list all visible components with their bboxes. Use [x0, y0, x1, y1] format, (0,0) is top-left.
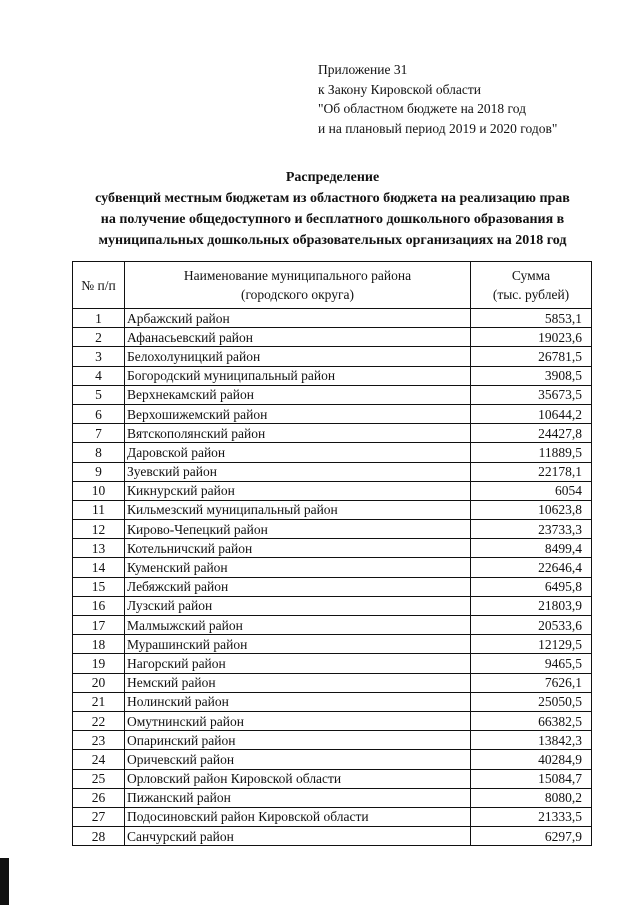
subsidy-amount: 10623,8 — [471, 500, 592, 519]
subsidy-amount: 24427,8 — [471, 424, 592, 443]
header-name — [125, 262, 471, 309]
header-row — [73, 262, 592, 309]
row-number: 8 — [73, 443, 125, 462]
table-row — [73, 462, 592, 481]
district-name: Кикнурский район — [125, 481, 471, 500]
table-row — [73, 309, 592, 328]
row-number: 5 — [73, 385, 125, 404]
table-row — [73, 385, 592, 404]
table-row — [73, 328, 592, 347]
row-number: 13 — [73, 539, 125, 558]
subsidy-amount: 22178,1 — [471, 462, 592, 481]
document-title — [60, 167, 605, 251]
subsidy-amount: 6054 — [471, 481, 592, 500]
table-row — [73, 788, 592, 807]
title-line-4: муниципальных дошкольных образовательных организациях на 2018 год — [98, 233, 567, 248]
table-header — [73, 262, 592, 309]
row-number: 2 — [73, 328, 125, 347]
header-name-line-2: (городского округа) — [240, 287, 355, 302]
header-num: № п/п — [73, 262, 125, 309]
table-row — [73, 481, 592, 500]
district-name: Вятскополянский район — [125, 424, 471, 443]
subsidy-amount: 22646,4 — [471, 558, 592, 577]
district-name: Зуевский район — [125, 462, 471, 481]
row-number: 21 — [73, 692, 125, 711]
subsidy-amount: 21803,9 — [471, 596, 592, 615]
subsidy-amount: 5853,1 — [471, 309, 592, 328]
table-row — [73, 711, 592, 730]
district-name: Лузский район — [125, 596, 471, 615]
table-row — [73, 443, 592, 462]
title-line-3: на получение общедоступного и бесплатного дошкольного образования в — [100, 212, 565, 227]
district-name: Опаринский район — [125, 731, 471, 750]
header-sum-line-1: Сумма — [511, 268, 551, 283]
row-number: 25 — [73, 769, 125, 788]
row-number: 22 — [73, 711, 125, 730]
subsidy-amount: 8080,2 — [471, 788, 592, 807]
district-name: Оричевский район — [125, 750, 471, 769]
district-name: Лебяжский район — [125, 577, 471, 596]
title-line-1: Распределение — [285, 170, 380, 185]
district-name: Орловский район Кировской области — [125, 769, 471, 788]
table-body — [73, 309, 592, 846]
row-number: 27 — [73, 807, 125, 826]
table-row — [73, 654, 592, 673]
title-line-2: субвенций местным бюджетам из областного бюджета на реализацию прав — [95, 191, 570, 206]
row-number: 7 — [73, 424, 125, 443]
subsidy-amount: 35673,5 — [471, 385, 592, 404]
subsidy-amount: 12129,5 — [471, 635, 592, 654]
row-number: 28 — [73, 827, 125, 846]
district-name: Богородский муниципальный район — [125, 366, 471, 385]
district-name: Подосиновский район Кировской области — [125, 807, 471, 826]
row-number: 10 — [73, 481, 125, 500]
district-name: Немский район — [125, 673, 471, 692]
district-name: Нагорский район — [125, 654, 471, 673]
row-number: 11 — [73, 500, 125, 519]
table-row — [73, 616, 592, 635]
appendix-line-2: к Закону Кировской области — [318, 81, 482, 97]
table-row — [73, 539, 592, 558]
row-number: 4 — [73, 366, 125, 385]
header-sum — [471, 262, 592, 309]
district-name: Куменский район — [125, 558, 471, 577]
row-number: 18 — [73, 635, 125, 654]
table-row — [73, 558, 592, 577]
district-name: Верхнекамский район — [125, 385, 471, 404]
header-name-line-1: Наименование муниципального района — [183, 268, 412, 283]
district-name: Кильмезский муниципальный район — [125, 500, 471, 519]
header-sum-line-2: (тыс. рублей) — [492, 287, 570, 302]
subsidy-amount: 21333,5 — [471, 807, 592, 826]
row-number: 19 — [73, 654, 125, 673]
district-name: Пижанский район — [125, 788, 471, 807]
distribution-table — [72, 261, 592, 846]
district-name: Котельничский район — [125, 539, 471, 558]
row-number: 1 — [73, 309, 125, 328]
subsidy-amount: 3908,5 — [471, 366, 592, 385]
district-name: Арбажский район — [125, 309, 471, 328]
district-name: Санчурский район — [125, 827, 471, 846]
subsidy-amount: 8499,4 — [471, 539, 592, 558]
appendix-line-1: Приложение 31 — [318, 62, 408, 77]
table-row — [73, 577, 592, 596]
district-name: Омутнинский район — [125, 711, 471, 730]
appendix-note — [318, 60, 557, 138]
subsidy-amount: 19023,6 — [471, 328, 592, 347]
subsidy-amount: 20533,6 — [471, 616, 592, 635]
scan-edge-mark — [0, 858, 9, 905]
district-name: Даровской район — [125, 443, 471, 462]
row-number: 9 — [73, 462, 125, 481]
district-name: Нолинский район — [125, 692, 471, 711]
subsidy-amount: 40284,9 — [471, 750, 592, 769]
row-number: 14 — [73, 558, 125, 577]
subsidy-amount: 26781,5 — [471, 347, 592, 366]
table-row — [73, 807, 592, 826]
row-number: 26 — [73, 788, 125, 807]
row-number: 6 — [73, 404, 125, 423]
table-row — [73, 827, 592, 846]
subsidy-amount: 25050,5 — [471, 692, 592, 711]
table-row — [73, 366, 592, 385]
subsidy-amount: 10644,2 — [471, 404, 592, 423]
table-row — [73, 635, 592, 654]
row-number: 12 — [73, 520, 125, 539]
subsidy-amount: 7626,1 — [471, 673, 592, 692]
table-row — [73, 673, 592, 692]
subsidy-amount: 15084,7 — [471, 769, 592, 788]
district-name: Белохолуницкий район — [125, 347, 471, 366]
district-name: Афанасьевский район — [125, 328, 471, 347]
district-name: Верхошижемский район — [125, 404, 471, 423]
row-number: 24 — [73, 750, 125, 769]
district-name: Малмыжский район — [125, 616, 471, 635]
table-row — [73, 500, 592, 519]
appendix-line-4: и на плановый период 2019 и 2020 годов" — [318, 120, 558, 136]
district-name: Кирово-Чепецкий район — [125, 520, 471, 539]
subsidy-amount: 6495,8 — [471, 577, 592, 596]
subsidy-amount: 23733,3 — [471, 520, 592, 539]
table-row — [73, 520, 592, 539]
row-number: 23 — [73, 731, 125, 750]
table-row — [73, 596, 592, 615]
appendix-line-3: "Об областном бюджете на 2018 год — [318, 101, 526, 116]
row-number: 20 — [73, 673, 125, 692]
table-row — [73, 731, 592, 750]
subsidy-amount: 66382,5 — [471, 711, 592, 730]
table-row — [73, 424, 592, 443]
subsidy-amount: 13842,3 — [471, 731, 592, 750]
table-row — [73, 750, 592, 769]
district-name: Мурашинский район — [125, 635, 471, 654]
row-number: 3 — [73, 347, 125, 366]
subsidy-amount: 9465,5 — [471, 654, 592, 673]
subsidy-amount: 11889,5 — [471, 443, 592, 462]
row-number: 16 — [73, 596, 125, 615]
table-row — [73, 692, 592, 711]
subsidy-amount: 6297,9 — [471, 827, 592, 846]
table-row — [73, 347, 592, 366]
table-row — [73, 404, 592, 423]
row-number: 15 — [73, 577, 125, 596]
row-number: 17 — [73, 616, 125, 635]
table-row — [73, 769, 592, 788]
